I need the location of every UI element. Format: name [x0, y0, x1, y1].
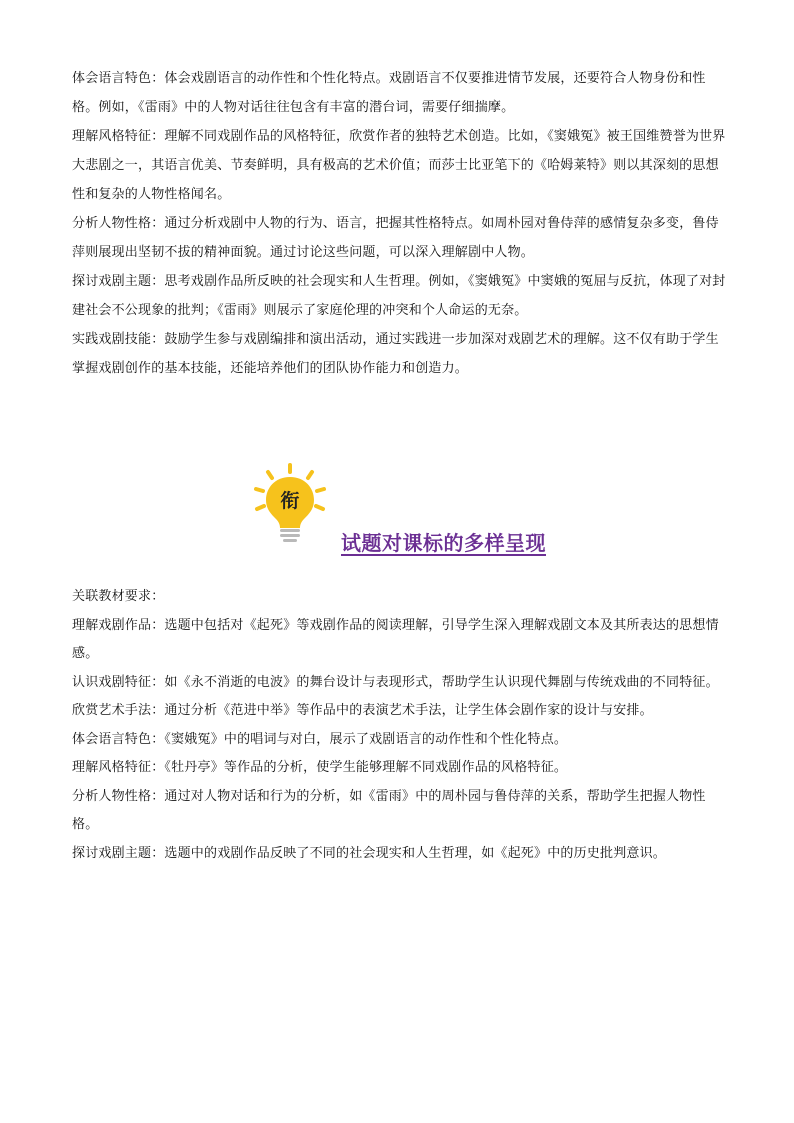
paragraph-drama-theme: 探讨戏剧主题：思考戏剧作品所反映的社会现实和人生哲理。例如，《窦娥冤》中窦娥的冤屈与反抗，体现了对封建社会不公现象的批判；《雷雨》则展示了家庭伦理的冲突和个人命运的无奈。 [72, 274, 726, 318]
section-heading [252, 463, 592, 553]
paragraph-character-analysis-2: 分析人物性格：通过对人物对话和行为的分析，如《雷雨》中的周朴园与鲁侍萍的关系，帮助学生把握人物性格。 [72, 788, 706, 832]
section-title: 试题对课标的多样呈现 [341, 531, 546, 555]
paragraph-character-analysis: 分析人物性格：通过分析戏剧中人物的行为、语言，把握其性格特点。如周朴园对鲁侍萍的感情复杂多变，鲁侍萍则展现出坚韧不拔的精神面貌。通过讨论这些问题，可以深入理解剧中人物。 [72, 216, 719, 260]
paragraph-style-features-2: 理解风格特征：《牡丹亭》等作品的分析，使学生能够理解不同戏剧作品的风格特征。 [72, 760, 568, 775]
paragraph-appreciate-techniques: 欣赏艺术手法：通过分析《范进中举》等作品中的表演艺术手法，让学生体会剧作家的设计与安排。 [72, 703, 653, 718]
paragraph-recognize-features: 认识戏剧特征：如《永不消逝的电波》的舞台设计与表现形式，帮助学生认识现代舞剧与传统戏曲的不同特征。 [72, 674, 719, 690]
lightbulb-icon [252, 463, 328, 545]
exam-presentation-section [72, 583, 728, 868]
curriculum-requirements-section [72, 64, 728, 383]
paragraph-drama-practice: 实践戏剧技能：鼓励学生参与戏剧编排和演出活动，通过实践进一步加深对戏剧艺术的理解。这不仅有助于学生掌握戏剧创作的基本技能，还能培养他们的团队协作能力和创造力。 [72, 332, 719, 376]
paragraph-style-features: 理解风格特征：理解不同戏剧作品的风格特征，欣赏作者的独特艺术创造。比如，《窦娥冤》被王国维赞誉为世界大悲剧之一，其语言优美、节奏鲜明，具有极高的艺术价值；而莎士比亚笔下的《哈姆莱特》则以其深刻的思想性和复杂的人物性格闻名。 [72, 129, 726, 202]
paragraph-textbook-requirements: 关联教材要求： [72, 589, 165, 604]
paragraph-drama-theme-2: 探讨戏剧主题：选题中的戏剧作品反映了不同的社会现实和人生哲理，如《起死》中的历史批判意识。 [72, 845, 667, 861]
paragraph-language-features-2: 体会语言特色：《窦娥冤》中的唱词与对白，展示了戏剧语言的动作性和个性化特点。 [72, 731, 568, 747]
paragraph-understand-works: 理解戏剧作品：选题中包括对《起死》等戏剧作品的阅读理解，引导学生深入理解戏剧文本及其所表达的思想情感。 [72, 617, 719, 661]
paragraph-language-features: 体会语言特色：体会戏剧语言的动作性和个性化特点。戏剧语言不仅要推进情节发展，还要符合人物身份和性格。例如，《雷雨》中的人物对话往往包含有丰富的潜台词，需要仔细揣摩。 [72, 71, 706, 115]
bulb-character: 衔 [280, 490, 300, 512]
